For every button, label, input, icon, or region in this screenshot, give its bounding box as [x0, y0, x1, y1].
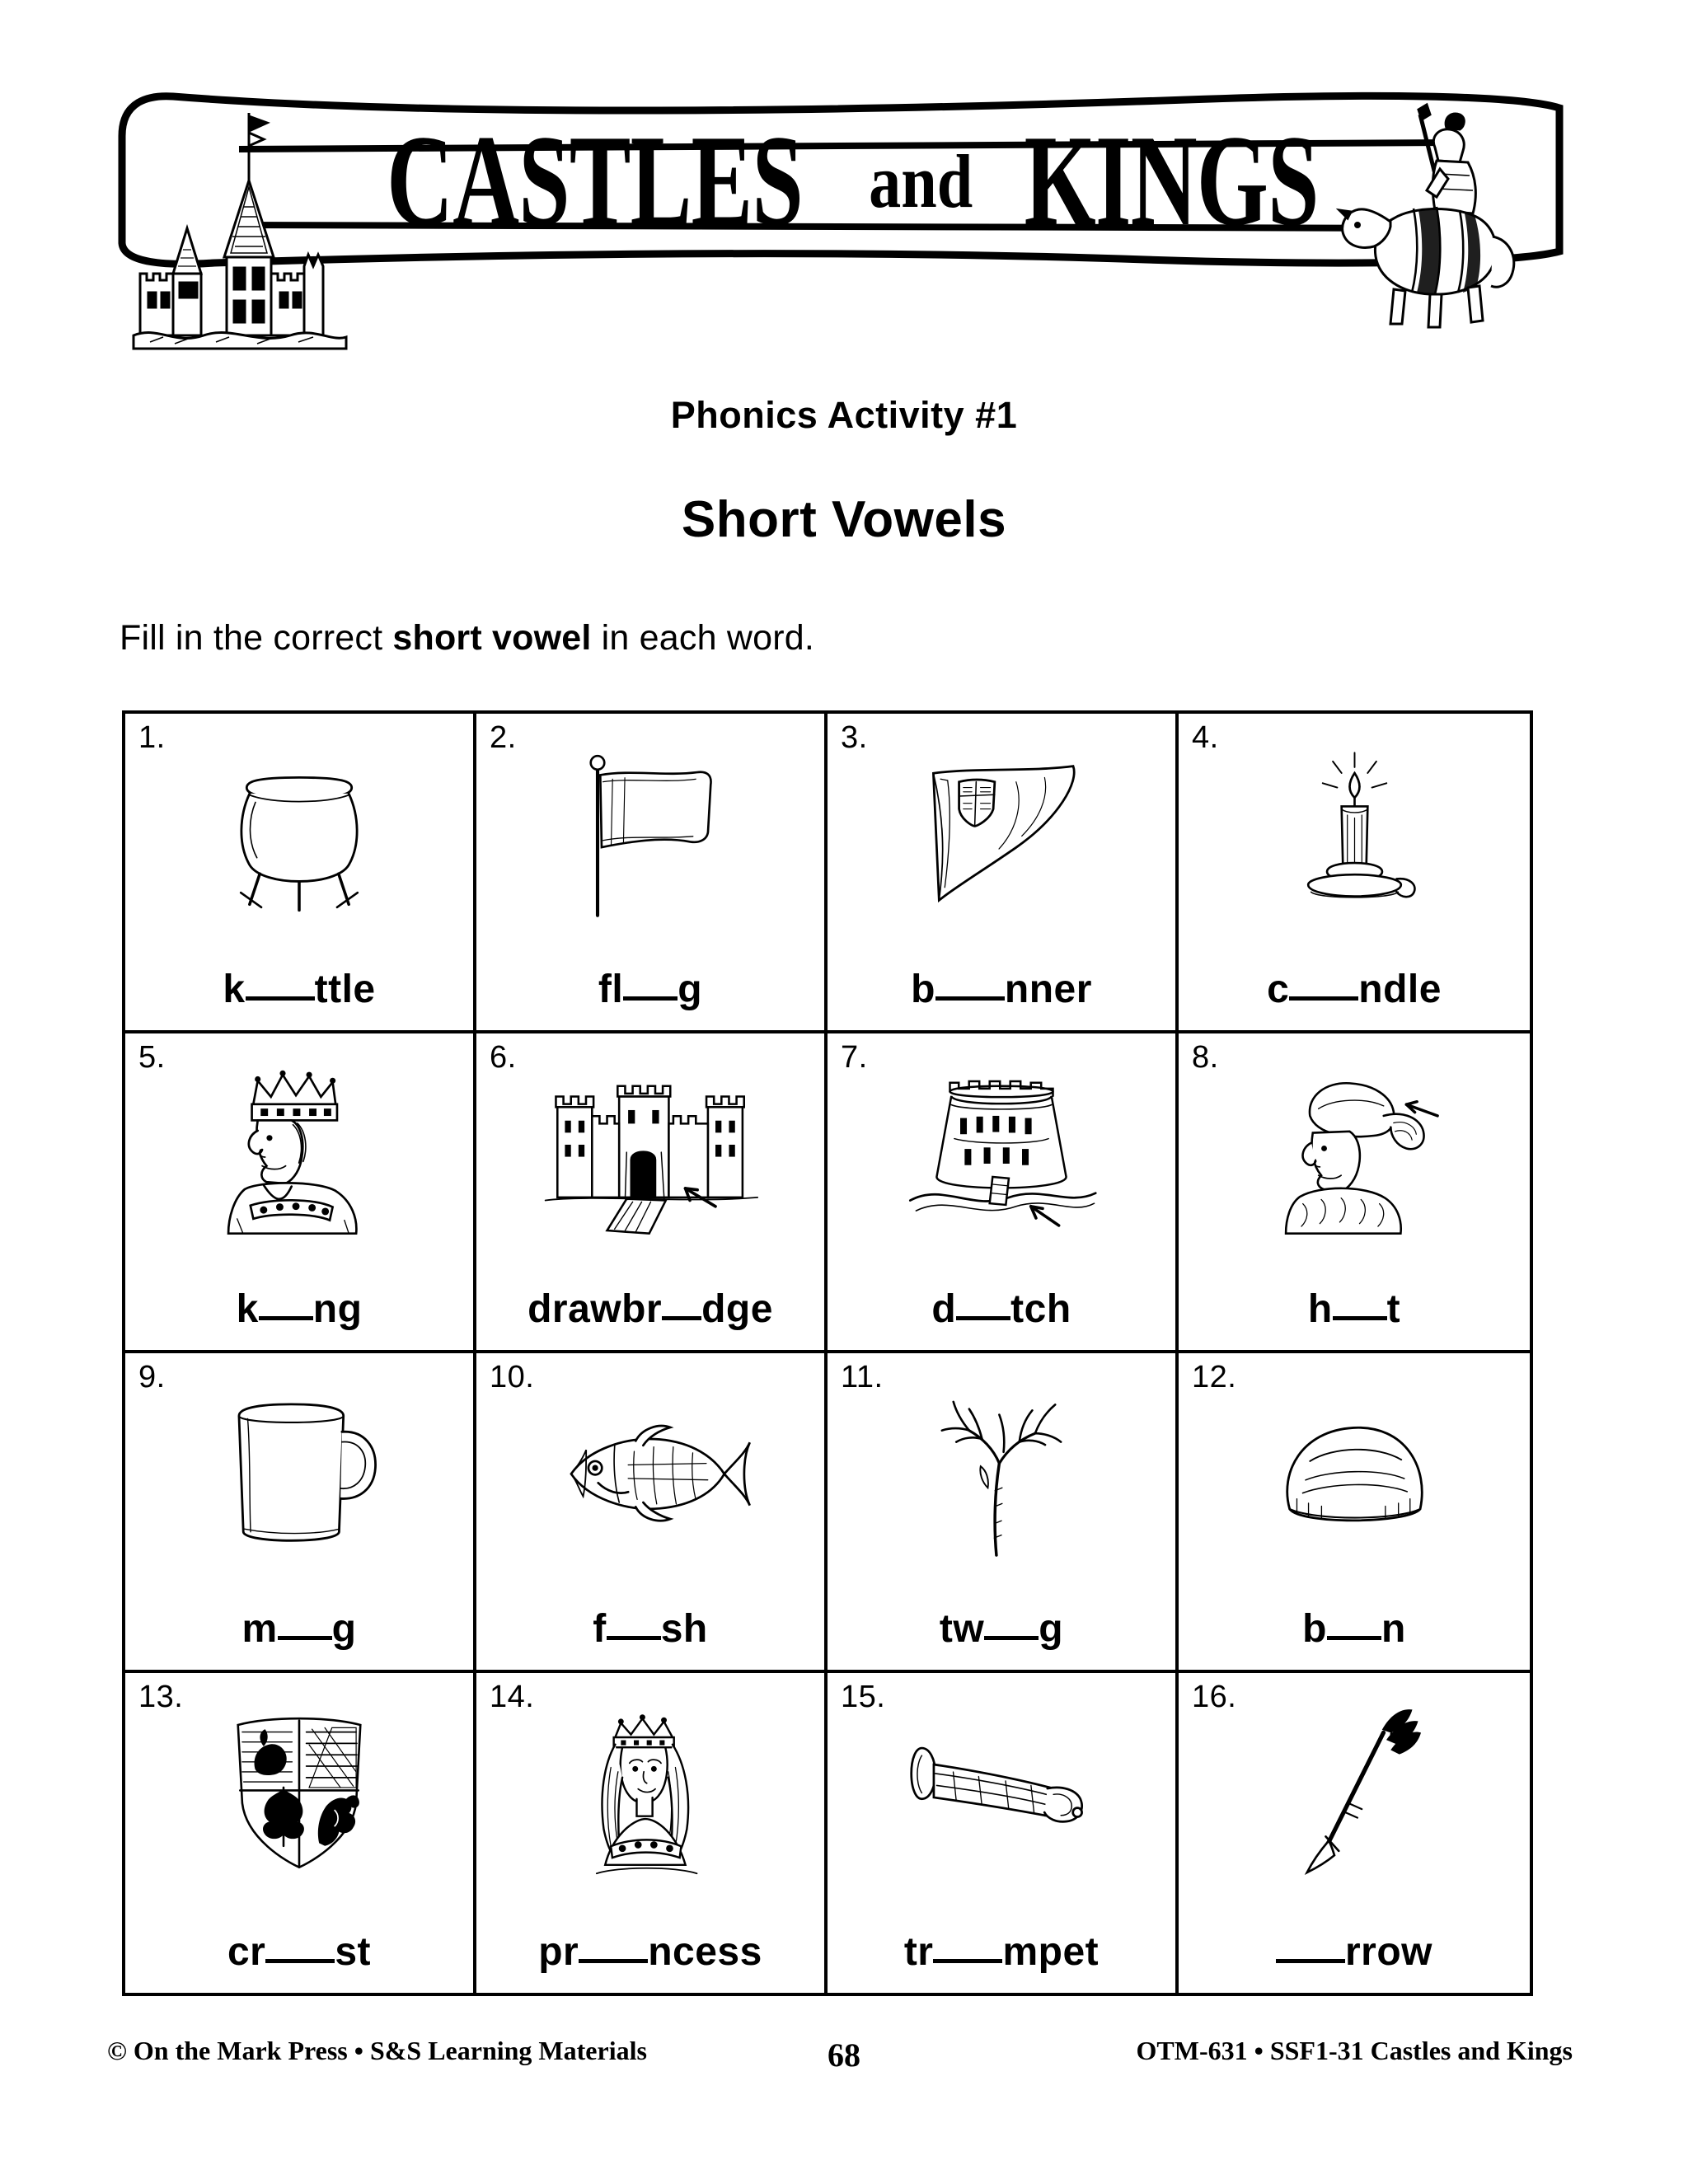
word-prefix: fl [598, 968, 624, 1011]
castle-icon [125, 105, 373, 352]
word-suffix: dge [701, 1287, 773, 1331]
knight-on-horse-icon [1315, 98, 1578, 345]
instruction-after: in each word. [591, 618, 815, 658]
activity-title: Short Vowels [681, 491, 1007, 548]
word-suffix: g [678, 968, 703, 1011]
cell-number: 5. [138, 1040, 166, 1075]
instruction-before: Fill in the correct [120, 618, 393, 658]
word-prompt [828, 1286, 1175, 1332]
cell-number: 16. [1192, 1680, 1237, 1714]
word-suffix: ng [312, 1287, 363, 1331]
word-suffix: ttle [314, 968, 376, 1011]
word-prefix: m [241, 1607, 278, 1651]
bun-icon [1179, 1370, 1530, 1576]
word-prompt [1179, 967, 1530, 1012]
worksheet-cell [828, 714, 1179, 1033]
footer-code: OTM-631 • SSF1-31 Castles and Kings [1136, 2036, 1573, 2065]
cell-number: 14. [490, 1680, 535, 1714]
vowel-blank[interactable] [579, 1959, 648, 1963]
vowel-blank[interactable] [1289, 996, 1358, 1001]
word-prompt [476, 1929, 824, 1975]
word-prefix: b [911, 968, 935, 1011]
title-and: and [869, 138, 973, 223]
activity-label: Phonics Activity #1 [670, 394, 1018, 436]
cell-number: 3. [841, 720, 868, 755]
word-prompt [828, 1606, 1175, 1652]
worksheet-cell [125, 1353, 476, 1673]
word-prompt [125, 1286, 473, 1332]
vowel-blank[interactable] [607, 1636, 661, 1640]
worksheet-cell [1179, 1353, 1530, 1673]
worksheet-cell [125, 1033, 476, 1353]
cell-number: 10. [490, 1360, 535, 1394]
word-prompt [1179, 1606, 1530, 1652]
candle-icon [1179, 730, 1530, 936]
cell-number: 6. [490, 1040, 517, 1075]
word-suffix: nner [1004, 968, 1092, 1011]
word-prefix: k [223, 968, 246, 1011]
cell-number: 15. [841, 1680, 886, 1714]
word-prompt [828, 1929, 1175, 1975]
vowel-blank[interactable] [265, 1959, 335, 1963]
worksheet-cell [828, 1353, 1179, 1673]
word-prefix: cr [227, 1930, 266, 1974]
word-suffix: n [1381, 1607, 1406, 1651]
vowel-blank[interactable] [662, 1316, 701, 1320]
instruction-text [120, 618, 814, 658]
page-footer [0, 2036, 1688, 2085]
worksheet-cell [1179, 1033, 1530, 1353]
title-kings: KINGS [1024, 108, 1319, 253]
vowel-blank[interactable] [933, 1959, 1002, 1963]
word-prefix: drawbr [528, 1287, 663, 1331]
vowel-blank[interactable] [278, 1636, 332, 1640]
word-prefix: pr [538, 1930, 579, 1974]
word-prompt [1179, 1929, 1530, 1975]
king-icon [125, 1050, 473, 1256]
worksheet-cell [125, 1673, 476, 1993]
word-suffix: g [1039, 1607, 1064, 1651]
cell-number: 11. [841, 1360, 884, 1394]
word-prompt [828, 967, 1175, 1012]
crest-shield-icon [125, 1690, 473, 1896]
word-prefix: tw [939, 1607, 985, 1651]
word-prefix: h [1307, 1287, 1333, 1331]
trumpet-icon [828, 1690, 1175, 1896]
word-prefix: k [236, 1287, 259, 1331]
worksheet-cell [476, 1673, 828, 1993]
word-prompt [125, 1606, 473, 1652]
word-suffix: rrow [1344, 1930, 1432, 1974]
page-number: 68 [828, 2036, 860, 2074]
banner-header [115, 87, 1566, 272]
title-castles: CASTLES [387, 108, 804, 253]
banner-pennant-icon [828, 730, 1175, 936]
phonics-grid [122, 710, 1533, 1996]
word-suffix: st [335, 1930, 372, 1974]
princess-icon [476, 1690, 824, 1896]
worksheet-cell [828, 1673, 1179, 1993]
hat-icon [1179, 1050, 1530, 1256]
worksheet-cell [476, 1033, 828, 1353]
cell-number: 13. [138, 1680, 184, 1714]
page-title [363, 105, 1327, 257]
word-suffix: tch [1010, 1287, 1071, 1331]
vowel-blank[interactable] [259, 1316, 313, 1320]
worksheet-cell [476, 714, 828, 1033]
instruction-bold: short vowel [392, 618, 592, 658]
cell-number: 8. [1192, 1040, 1219, 1075]
word-prompt [125, 967, 473, 1012]
vowel-blank[interactable] [1327, 1636, 1381, 1640]
ditch-tower-icon [828, 1050, 1175, 1256]
word-suffix: ndle [1358, 968, 1442, 1011]
fish-icon [476, 1370, 824, 1576]
vowel-blank[interactable] [1333, 1316, 1387, 1320]
worksheet-cell [125, 714, 476, 1033]
word-prefix: b [1302, 1607, 1327, 1651]
word-prefix: tr [903, 1930, 934, 1974]
vowel-blank[interactable] [623, 996, 678, 1001]
worksheet-cell [476, 1353, 828, 1673]
word-suffix: g [331, 1607, 357, 1651]
cell-number: 12. [1192, 1360, 1237, 1394]
cauldron-kettle-icon [125, 730, 473, 936]
word-prompt [476, 1606, 824, 1652]
cell-number: 1. [138, 720, 166, 755]
word-prompt [125, 1929, 473, 1975]
word-prefix: d [931, 1287, 957, 1331]
word-suffix: sh [660, 1607, 708, 1651]
word-suffix: mpet [1002, 1930, 1100, 1974]
vowel-blank[interactable] [1276, 1959, 1345, 1963]
worksheet-cell [1179, 714, 1530, 1033]
vowel-blank[interactable] [935, 996, 1005, 1001]
cell-number: 4. [1192, 720, 1219, 755]
twig-icon [828, 1370, 1175, 1576]
word-suffix: ncess [648, 1930, 762, 1974]
cell-number: 2. [490, 720, 517, 755]
word-prompt [476, 1286, 824, 1332]
word-prompt [1179, 1286, 1530, 1332]
word-prompt [476, 967, 824, 1012]
worksheet-cell [1179, 1673, 1530, 1993]
cell-number: 9. [138, 1360, 166, 1394]
vowel-blank[interactable] [984, 1636, 1039, 1640]
cell-number: 7. [841, 1040, 868, 1075]
flag-icon [476, 730, 824, 936]
word-prefix: c [1267, 968, 1290, 1011]
footer-copyright: © On the Mark Press • S&S Learning Materials [107, 2036, 647, 2065]
vowel-blank[interactable] [956, 1316, 1010, 1320]
worksheet-cell [828, 1033, 1179, 1353]
drawbridge-castle-icon [476, 1050, 824, 1256]
word-prefix: f [593, 1607, 607, 1651]
mug-icon [125, 1370, 473, 1576]
vowel-blank[interactable] [246, 996, 315, 1001]
arrow-icon [1179, 1690, 1530, 1896]
word-suffix: t [1386, 1287, 1401, 1331]
